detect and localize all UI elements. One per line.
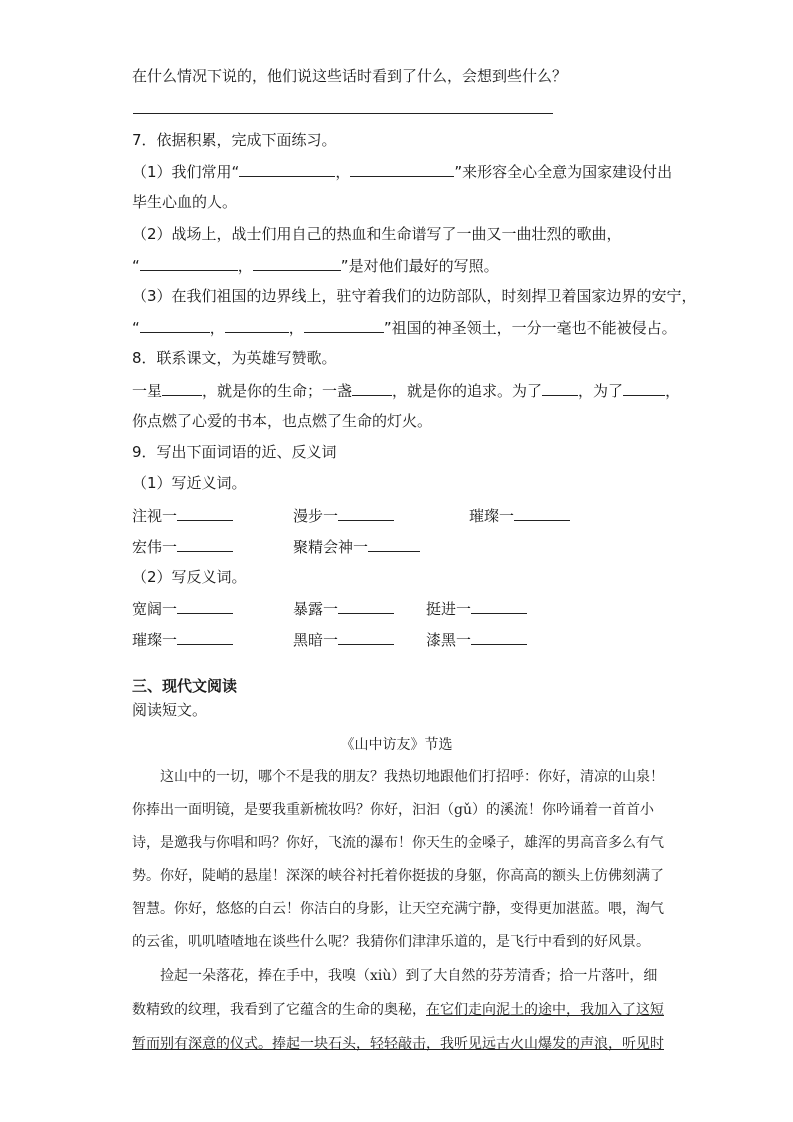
q7-item2-open: “	[132, 257, 140, 275]
q7-item2-close: ”是对他们最好的写照。	[340, 257, 499, 275]
q7-title: 7．依据积累，完成下面练习。	[132, 131, 337, 149]
syn-blank[interactable]	[338, 505, 394, 521]
ant-blank[interactable]	[177, 629, 233, 645]
q7-item1	[132, 161, 673, 182]
q8-blank-4[interactable]	[623, 380, 665, 396]
syn-item-1	[132, 505, 233, 526]
q7-item2: （2）战场上，战士们用自己的热血和生命谱写了一曲又一曲壮烈的歌曲，	[132, 225, 622, 243]
passage-text: 数精致的纹理，我看到了它蕴含的生命的奥秘，	[132, 1002, 426, 1018]
ant-item-6	[426, 629, 527, 650]
ant-blank[interactable]	[338, 598, 394, 614]
ant-item-5	[293, 629, 394, 650]
syn-word: 璀璨一	[469, 507, 515, 525]
q8-text-d: ，为了	[578, 382, 624, 400]
passage-line: 捡起一朵落花，捧在手中，我嗅（xiù）到了大自然的芬芳清香；拾一片落叶，细	[160, 968, 658, 984]
q7-item3-sep1: ，	[209, 319, 225, 337]
ant-word: 璀璨一	[132, 631, 178, 649]
q7-item1-blank-2[interactable]	[350, 161, 454, 177]
ant-word: 宽阔一	[132, 600, 178, 618]
syn-item-2	[293, 505, 394, 526]
section-instruction: 阅读短文。	[132, 701, 208, 719]
ant-blank[interactable]	[338, 629, 394, 645]
syn-blank[interactable]	[514, 505, 570, 521]
underlined-sentence: 暂而别有深意的仪式。	[132, 1036, 272, 1052]
underlined-sentence: 在它们走向泥土的途中，我加入了这短	[426, 1002, 664, 1018]
syn-item-4	[132, 536, 233, 557]
q7-item3-sep2: ，	[288, 319, 304, 337]
underlined-sentence: 捧起一块石头，轻轻敲击，我听见远古火山爆发的声浪，听见时	[272, 1036, 664, 1052]
q7-item2-blank-2[interactable]	[253, 255, 341, 271]
ant-blank[interactable]	[471, 598, 527, 614]
q8-text-b: ，就是你的生命；一盏	[202, 382, 353, 400]
q9-title: 9．写出下面词语的近、反义词	[132, 443, 337, 461]
ant-item-3	[426, 598, 527, 619]
ant-word: 暴露一	[293, 600, 339, 618]
section-heading: 三、现代文阅读	[132, 677, 238, 695]
syn-blank[interactable]	[177, 505, 233, 521]
ant-blank[interactable]	[471, 629, 527, 645]
q8-text-e: ，	[665, 382, 681, 400]
q8-line2: 你点燃了心爱的书本，也点燃了生命的灯火。	[132, 412, 433, 430]
q6-tail-text: 在什么情况下说的，他们说这些话时看到了什么，会想到些什么？	[132, 67, 568, 85]
q8-title: 8．联系课文，为英雄写赞歌。	[132, 349, 337, 367]
syn-word: 宏伟一	[132, 538, 178, 556]
q8-blank-3[interactable]	[542, 380, 578, 396]
syn-item-5	[293, 536, 420, 557]
q7-item1-prefix: （1）我们常用“	[132, 163, 240, 181]
q8-text-a: 一星	[132, 382, 163, 400]
q7-item3-cont	[132, 317, 677, 338]
ant-word: 黑暗一	[293, 631, 339, 649]
syn-word: 注视一	[132, 507, 178, 525]
passage-line	[132, 1034, 662, 1054]
q7-item2-cont	[132, 255, 673, 276]
ant-word: 漆黑一	[426, 631, 472, 649]
q7-item1-suffix: ”来形容全心全意为国家建设付出	[454, 163, 673, 181]
q7-item1-sep: ，	[335, 163, 351, 181]
q7-item3-open: “	[132, 319, 140, 337]
q9-synonym-title: （1）写近义词。	[132, 474, 247, 492]
q7-item2-sep: ，	[237, 257, 253, 275]
q7-item3-close: ”祖国的神圣领土，一分一毫也不能被侵占。	[383, 319, 677, 337]
passage-line: 智慧。你好，悠悠的白云！你洁白的身影，让天空充满宁静，变得更加湛蓝。喂，淘气	[132, 901, 664, 917]
q6-answer-line[interactable]	[133, 113, 553, 114]
q7-item3: （3）在我们祖国的边界线上，驻守着我们的边防部队，时刻捍卫着国家边界的安宁，	[132, 287, 697, 305]
ant-item-2	[293, 598, 394, 619]
syn-blank[interactable]	[368, 536, 420, 552]
syn-word: 聚精会神一	[293, 538, 369, 556]
q7-item3-blank-1[interactable]	[140, 317, 210, 333]
q7-item3-blank-3[interactable]	[304, 317, 384, 333]
passage-line: 势。你好，陡峭的悬崖！深深的峡谷衬托着你挺拔的身躯，你高高的额头上仿佛刻满了	[132, 868, 664, 884]
q7-item1-blank-1[interactable]	[239, 161, 335, 177]
ant-word: 挺进一	[426, 600, 472, 618]
passage-line	[132, 1000, 662, 1020]
passage-line: 诗，是邀我与你唱和吗？你好，飞流的瀑布！你天生的金嗓子，雄浑的男高音多么有气	[132, 835, 664, 851]
q9-antonym-title: （2）写反义词。	[132, 568, 247, 586]
passage-line: 你捧出一面明镜，是要我重新梳妆吗？你好，汩汩（gǔ）的溪流！你吟诵着一首首小	[132, 802, 654, 818]
passage-title: 《山中访友》节选	[340, 737, 453, 753]
syn-word: 漫步一	[293, 507, 339, 525]
passage-line: 这山中的一切，哪个不是我的朋友？我热切地跟他们打招呼：你好，清凉的山泉！	[160, 769, 664, 785]
ant-item-1	[132, 598, 233, 619]
passage-line: 的云雀，叽叽喳喳地在谈些什么呢？我猜你们津津乐道的，是飞行中看到的好风景。	[132, 934, 650, 950]
q7-item3-blank-2[interactable]	[225, 317, 289, 333]
syn-item-3	[469, 505, 570, 526]
syn-blank[interactable]	[177, 536, 233, 552]
q7-item2-blank-1[interactable]	[140, 255, 238, 271]
q8-text-c: ，就是你的追求。为了	[392, 382, 543, 400]
q8-blank-1[interactable]	[162, 380, 202, 396]
q7-item1-cont: 毕生心血的人。	[132, 193, 238, 211]
ant-item-4	[132, 629, 233, 650]
q8-blank-2[interactable]	[352, 380, 392, 396]
ant-blank[interactable]	[177, 598, 233, 614]
q8-line1	[132, 380, 681, 401]
